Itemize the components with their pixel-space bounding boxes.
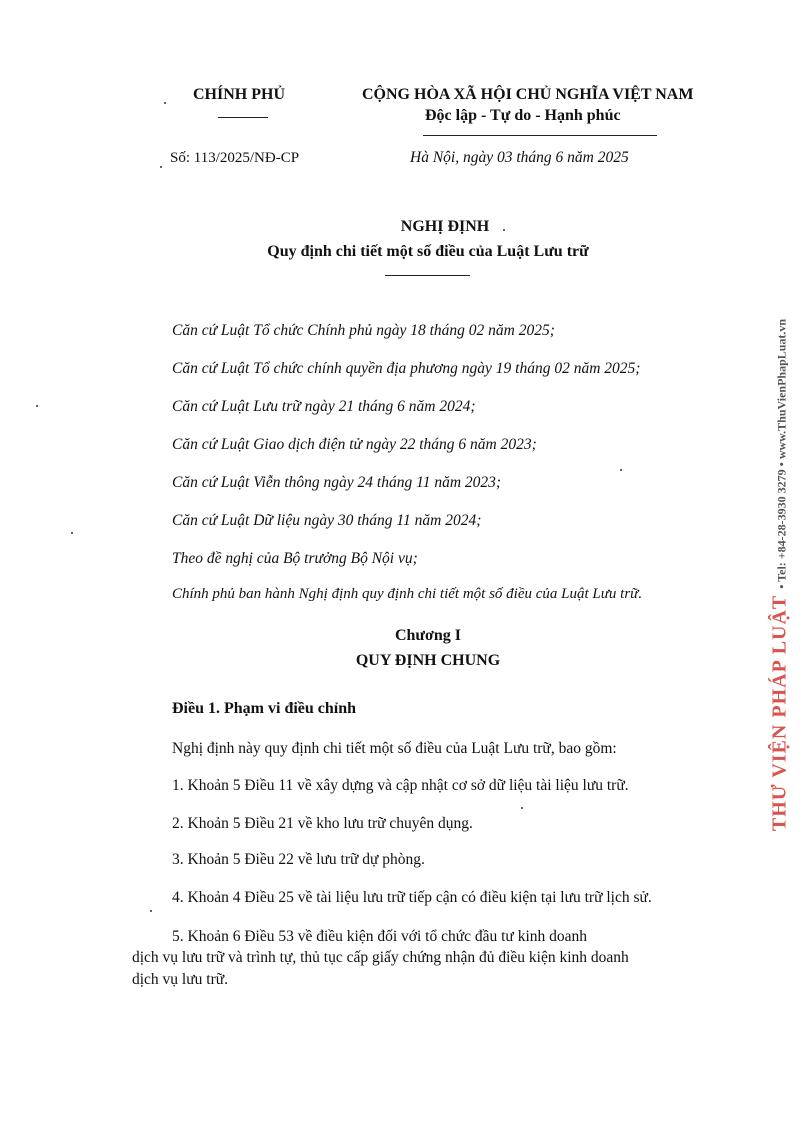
article-item-continuation: dịch vụ lưu trữ. (132, 971, 229, 988)
chapter-title: QUY ĐỊNH CHUNG (355, 652, 501, 669)
article-item: 2. Khoản 5 Điều 21 về kho lưu trữ chuyên dụng. (172, 815, 473, 832)
scan-speck (503, 229, 505, 231)
scan-speck (150, 910, 152, 912)
article-item: 1. Khoản 5 Điều 11 về xây dựng và cập nhật cơ sở dữ liệu tài liệu lưu trữ. (172, 777, 629, 794)
article-item: 3. Khoản 5 Điều 22 về lưu trữ dự phòng. (172, 851, 425, 868)
preamble-line: Căn cứ Luật Viễn thông ngày 24 tháng 11 năm 2023; (172, 474, 502, 491)
national-motto: Độc lập - Tự do - Hạnh phúc (425, 107, 621, 124)
document-number: Số: 113/2025/NĐ-CP (170, 150, 300, 166)
enacting-clause: Chính phủ ban hành Nghị định quy định chi tiết một số điều của Luật Lưu trữ. (172, 586, 643, 602)
scan-speck (521, 807, 523, 809)
document-subtitle: Quy định chi tiết một số điều của Luật Lưu trữ (267, 243, 589, 260)
article-heading: Điều 1. Phạm vi điều chỉnh (172, 700, 357, 717)
chapter-label: Chương I (394, 627, 462, 644)
watermark (769, 319, 792, 831)
watermark-contact: • Tel: +84-28-3930 3279 • www.ThuVienPhapLuat.vn (774, 318, 789, 589)
scan-speck (71, 532, 73, 534)
scan-speck (160, 166, 162, 168)
title-underline (385, 275, 470, 276)
article-intro: Nghị định này quy định chi tiết một số điều của Luật Lưu trữ, bao gồm: (172, 740, 617, 757)
national-motto-underline (423, 135, 657, 136)
article-item: 5. Khoản 6 Điều 53 về điều kiện đối với tổ chức đầu tư kinh doanh (172, 928, 588, 945)
scan-speck (164, 102, 166, 104)
article-item: 4. Khoản 4 Điều 25 về tài liệu lưu trữ tiếp cận có điều kiện tại lưu trữ lịch sử. (172, 889, 652, 906)
document-type: NGHỊ ĐỊNH (400, 218, 490, 235)
preamble-line: Căn cứ Luật Tổ chức chính quyền địa phương ngày 19 tháng 02 năm 2025; (172, 360, 641, 377)
national-title: CỘNG HÒA XÃ HỘI CHỦ NGHĨA VIỆT NAM (362, 86, 694, 103)
preamble-line: Theo đề nghị của Bộ trưởng Bộ Nội vụ; (172, 550, 418, 567)
issuing-body-underline (218, 117, 268, 118)
article-item-continuation: dịch vụ lưu trữ và trình tự, thủ tục cấp giấy chứng nhận đủ điều kiện kinh doanh (132, 949, 629, 966)
scan-speck (36, 405, 38, 407)
preamble-line: Căn cứ Luật Tổ chức Chính phủ ngày 18 tháng 02 năm 2025; (172, 322, 555, 339)
place-and-date: Hà Nội, ngày 03 tháng 6 năm 2025 (410, 149, 629, 166)
preamble-line: Căn cứ Luật Lưu trữ ngày 21 tháng 6 năm 2024; (172, 398, 476, 415)
scan-speck (620, 469, 622, 471)
issuing-body: CHÍNH PHỦ (193, 86, 285, 103)
preamble-line: Căn cứ Luật Dữ liệu ngày 30 tháng 11 năm 2024; (172, 512, 482, 529)
watermark-main: THƯ VIỆN PHÁP LUẬT (768, 594, 791, 832)
preamble-line: Căn cứ Luật Giao dịch điện tử ngày 22 tháng 6 năm 2023; (172, 436, 537, 453)
